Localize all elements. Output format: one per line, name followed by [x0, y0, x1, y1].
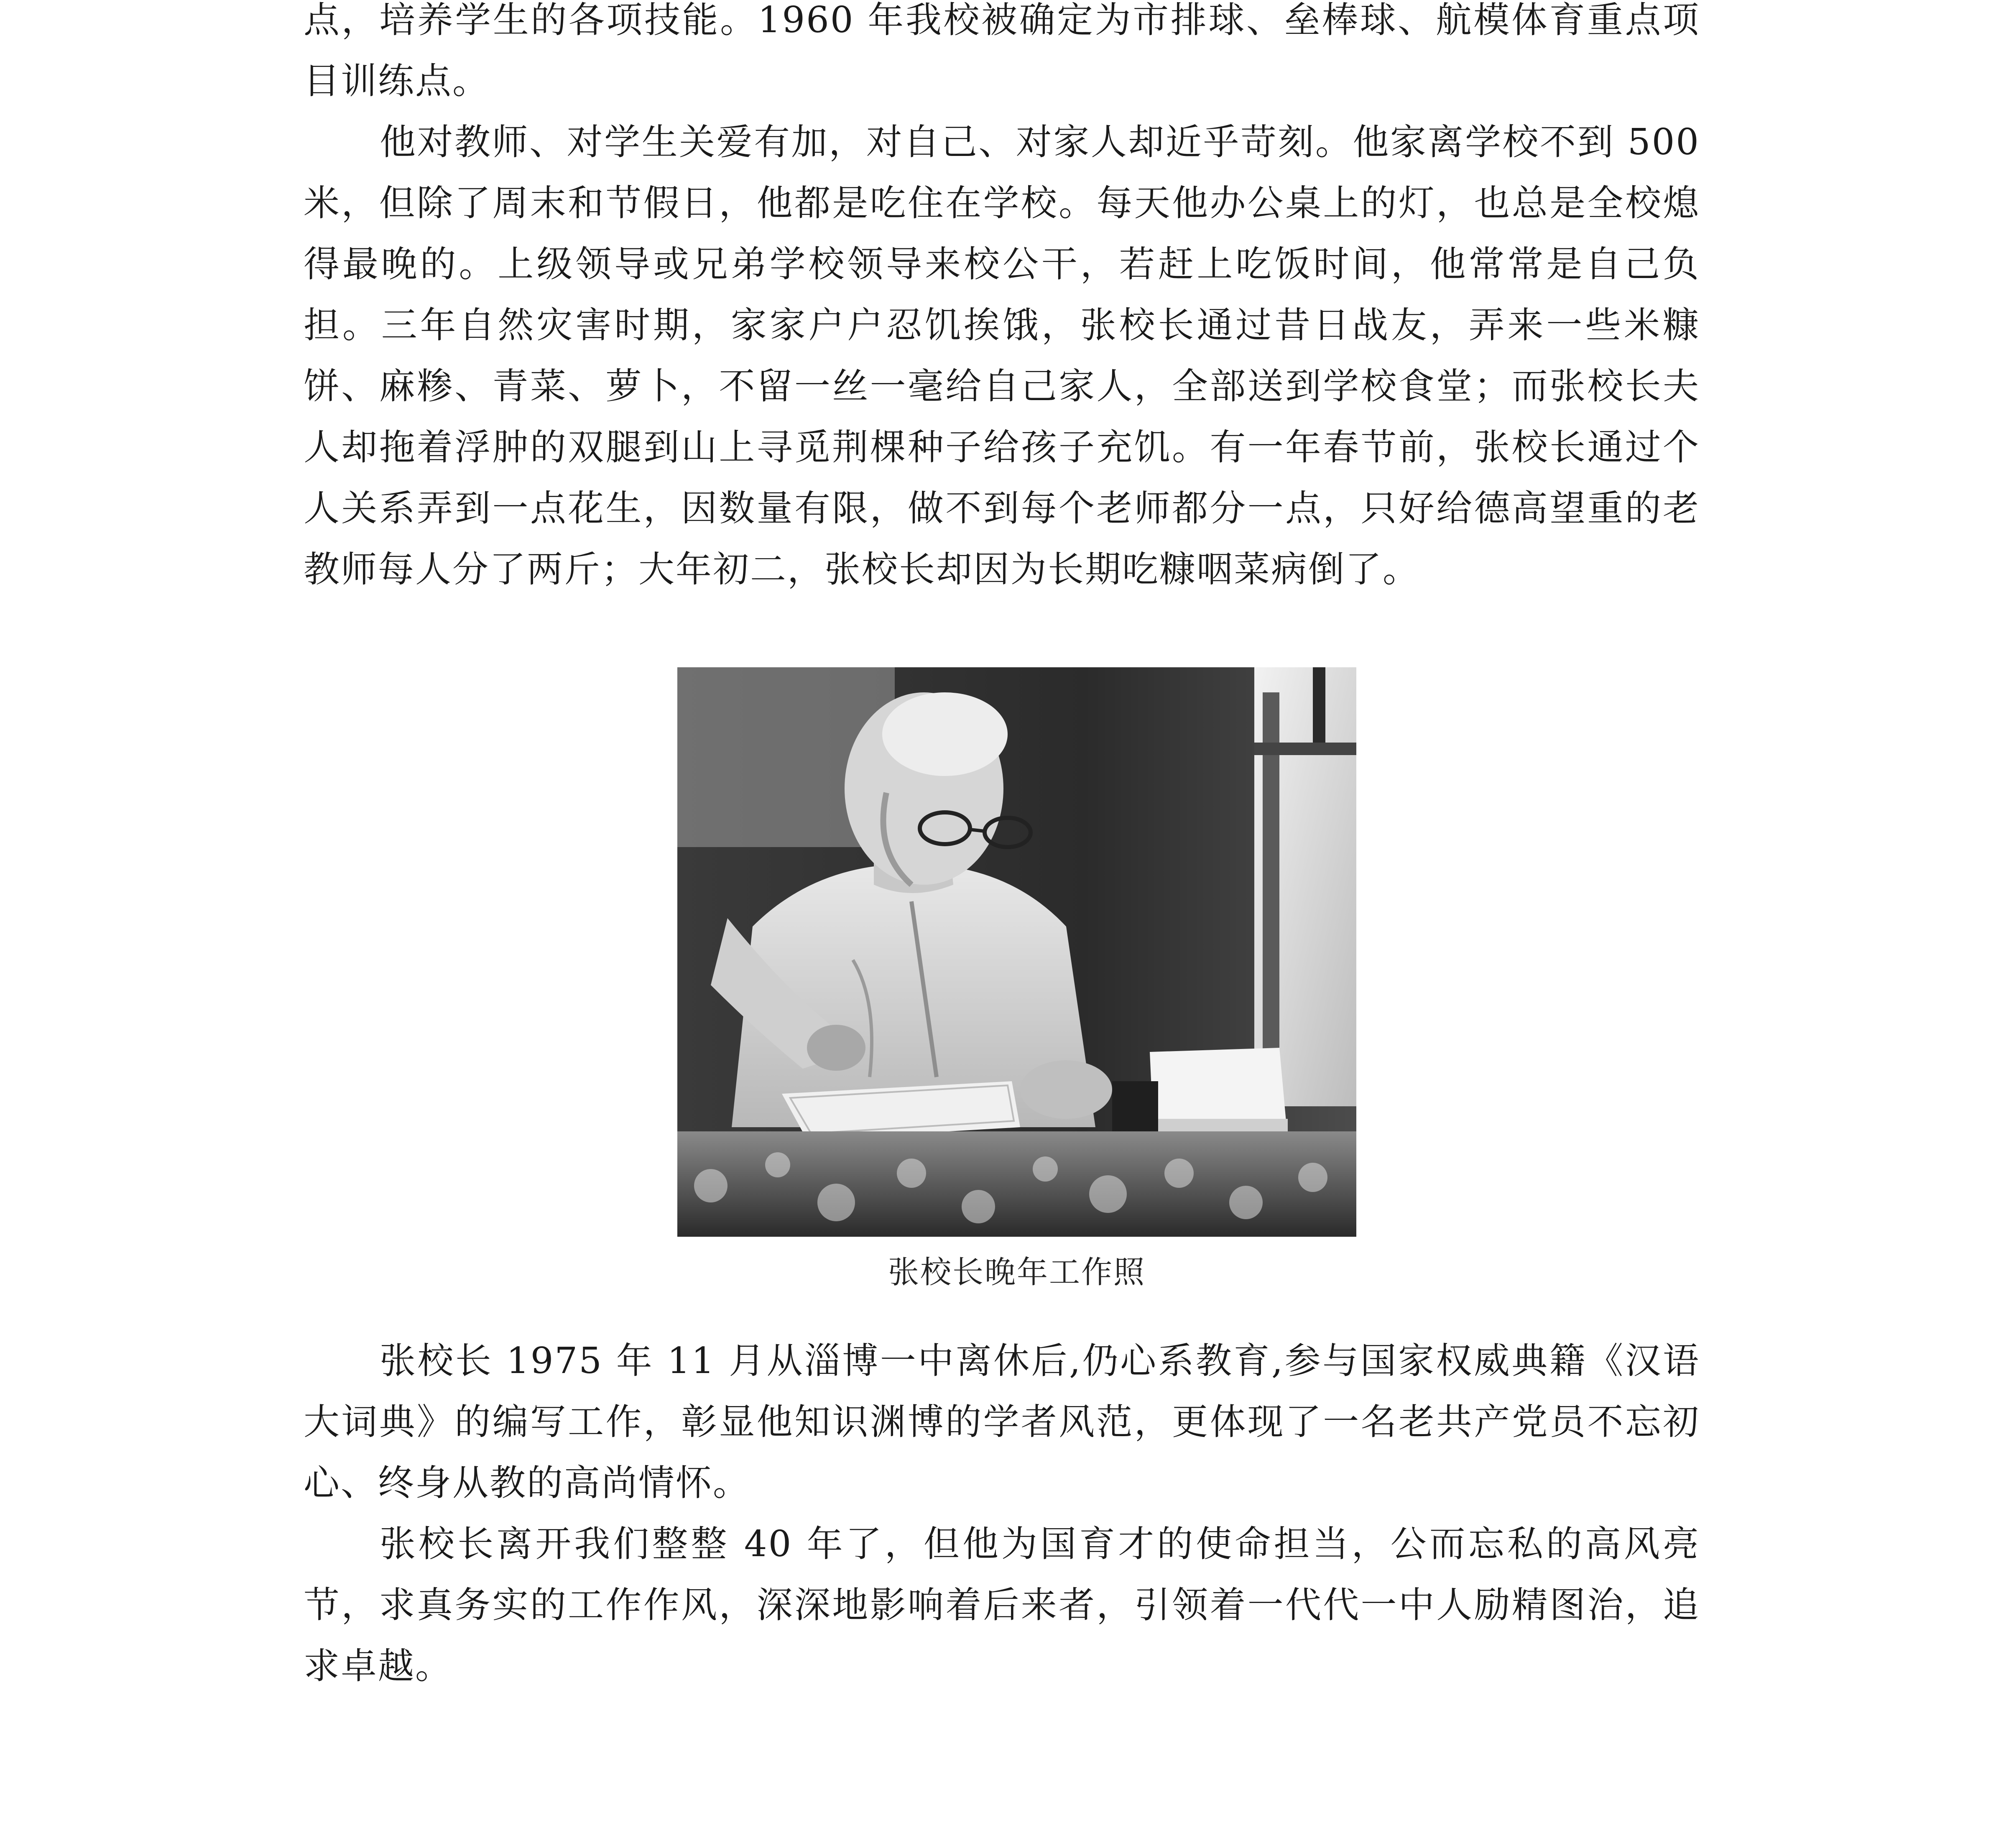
figure-caption: 张校长晚年工作照	[888, 1254, 1146, 1290]
body-text-bottom	[304, 1330, 1700, 1697]
paragraph: 他对教师、对学生关爱有加，对自己、对家人却近乎苛刻。他家离学校不到 500 米，但除了周末和节假日，他都是吃住在学校。每天他办公桌上的灯，也总是全校熄得最晚的。上级领导或兄弟学校领导来校公干，若赶上吃饭时间，他常常是自己负担。三年自然灾害时期，家家户户忍饥挨饿，张校长通过昔日战友，弄来一些米糠饼、麻糁、青菜、萝卜，不留一丝一毫给自己家人，全部送到学校食堂；而张校长夫人却拖着浮肿的双腿到山上寻觅荆棵种子给孩子充饥。有一年春节前，张校长通过个人关系弄到一点花生，因数量有限，做不到每个老师都分一点，只好给德高望重的老教师每人分了两斤；大年初二，张校长却因为长期吃糠咽菜病倒了。	[304, 121, 1700, 590]
portrait-photo	[677, 667, 1356, 1237]
paragraph: 点，培养学生的各项技能。1960 年我校被确定为市排球、垒棒球、航模体育重点项目训练点。	[304, 0, 1700, 102]
paragraph: 张校长离开我们整整 40 年了，但他为国育才的使命担当，公而忘私的高风亮节，求真务实的工作作风，深深地影响着后来者，引领着一代代一中人励精图治，追求卓越。	[304, 1523, 1700, 1687]
body-text-top	[304, 0, 1700, 600]
paragraph: 张校长 1975 年 11 月从淄博一中离休后,仍心系教育,参与国家权威典籍《汉语大词典》的编写工作，彰显他知识渊博的学者风范，更体现了一名老共产党员不忘初心、终身从教的高尚情怀。	[304, 1340, 1700, 1504]
